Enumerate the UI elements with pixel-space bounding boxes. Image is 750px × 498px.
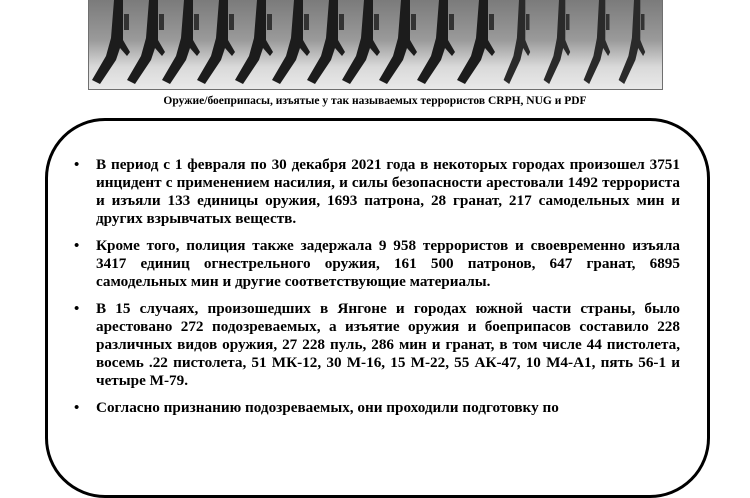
rifle-icon (417, 0, 455, 84)
rifle-icon (235, 0, 273, 84)
list-item-text: Кроме того, полиция также задержала 9 958 террористов и своевременно изъяла 3417 единиц огнестрельного оружия, 161 500 патронов, 647 гранат, 6895 самодельных мин и другие соответствующие материалы. (96, 237, 680, 290)
seized-weapons-photo (88, 0, 663, 90)
bullet-list (70, 156, 680, 426)
rifle-icon (272, 0, 310, 84)
list-item-text: Согласно признанию подозреваемых, они проходили подготовку по (96, 399, 559, 416)
bullet-icon: • (74, 157, 80, 173)
bullet-icon: • (74, 238, 80, 254)
rifle-icon (619, 0, 646, 84)
list-item (70, 237, 680, 291)
rifle-icon (92, 0, 130, 84)
rifle-icon (342, 0, 380, 84)
rifle-icon (584, 0, 611, 84)
rifles-illustration (89, 0, 663, 90)
rifle-icon (307, 0, 345, 84)
rifle-icon (197, 0, 235, 84)
rifle-icon (162, 0, 200, 84)
list-item (70, 399, 680, 417)
bullet-icon: • (74, 400, 80, 416)
rifle-icon (504, 0, 531, 84)
bullet-icon: • (74, 301, 80, 317)
list-item (70, 300, 680, 390)
rifle-icon (544, 0, 571, 84)
rifle-icon (127, 0, 165, 84)
list-item-text: В 15 случаях, произошедших в Янгоне и городах южной части страны, было арестовано 272 подозреваемых, а изъятие оружия и боеприпасов составило 228 различных видов оружия, 27 228 пуль, 286 мин и гранат, в том числе 44 пистолета, восемь .22 пистолета, 51 МК-12, 30 М-16, 15 М-22, 55 АК-47, 10 М4-А1, пять 56-1 и четыре М-79. (96, 300, 680, 389)
list-item-text: В период с 1 февраля по 30 декабря 2021 года в некоторых городах произошел 3751 инцидент с применением насилия, и силы безопасности арестовали 1492 террориста и изъяли 133 единицы оружия, 1693 патрона, 28 гранат, 217 самодельных мин и других взрывчатых веществ. (96, 156, 680, 227)
list-item (70, 156, 680, 228)
rifle-icon (379, 0, 417, 84)
photo-caption: Оружие/боеприпасы, изъятые у так называемых террористов CRPH, NUG и PDF (163, 95, 587, 107)
rifle-icon (457, 0, 495, 84)
